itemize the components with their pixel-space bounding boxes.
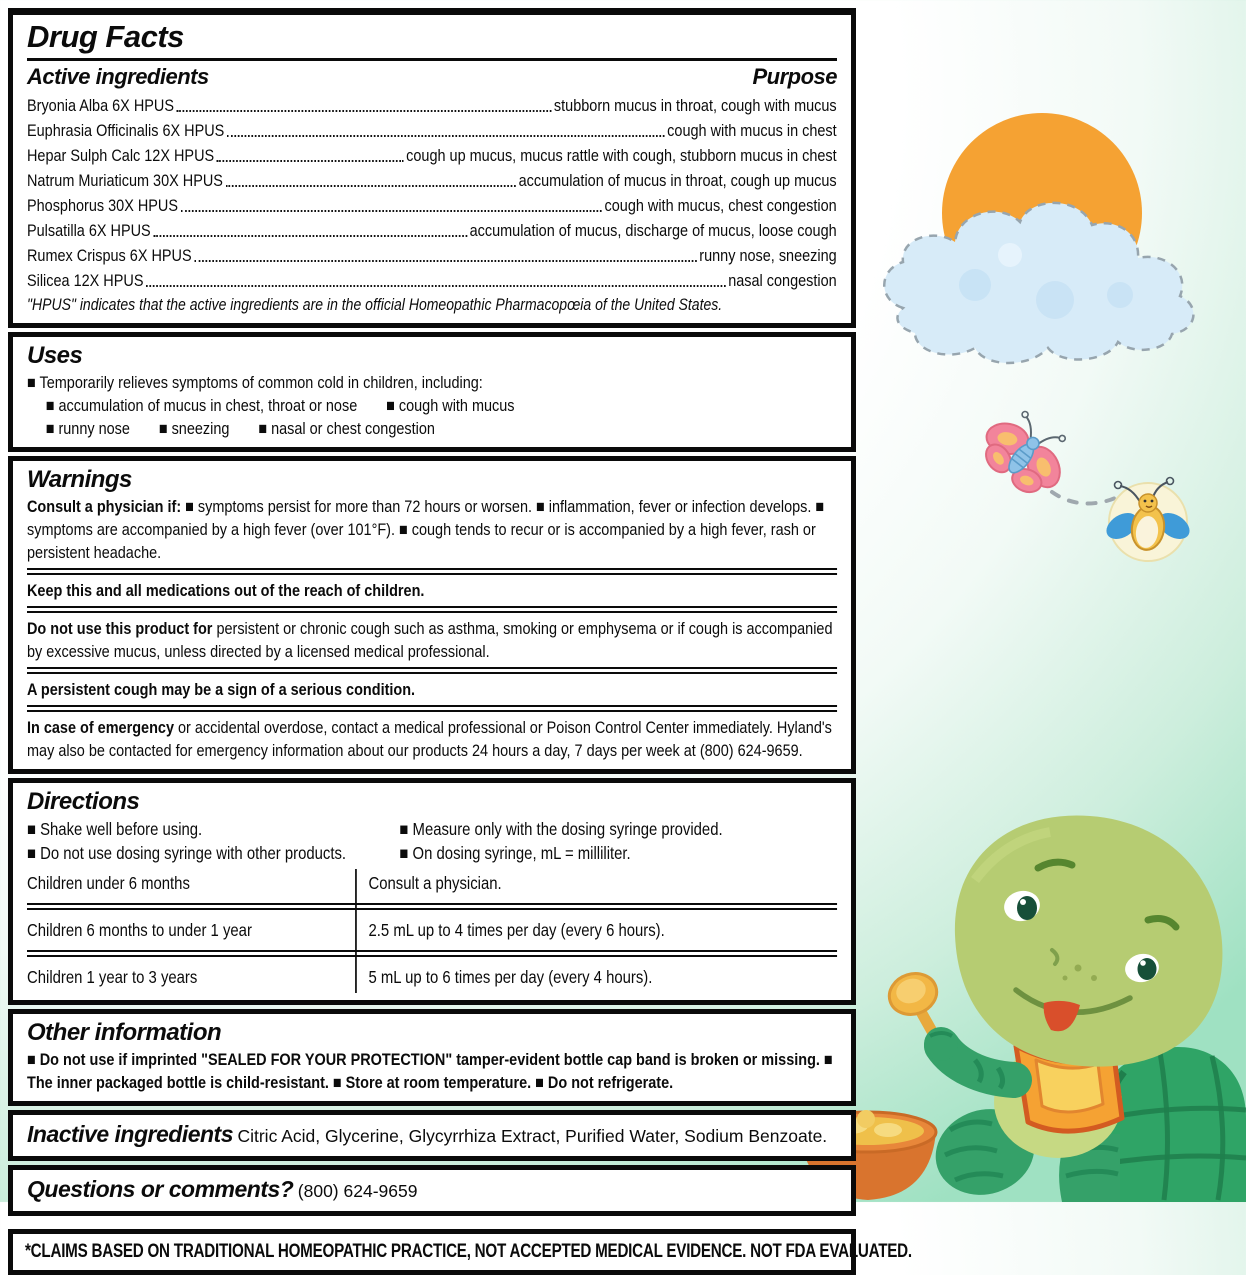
- ingredient-row: [27, 266, 837, 291]
- title-divider: [27, 58, 837, 61]
- ingredient-row: [27, 216, 837, 241]
- do-not-use-label: Do not use this product for: [27, 619, 213, 638]
- hpus-note: "HPUS" indicates that the active ingredients are in the official Homeopathic Pharmacopœia of the United States.: [27, 296, 723, 314]
- dotted-leader: [217, 160, 404, 162]
- drug-facts-title: Drug Facts: [27, 19, 184, 54]
- emergency-warning: [27, 716, 837, 762]
- purpose-heading: Purpose: [752, 64, 837, 89]
- active-ingredients-heading: Active ingredients: [27, 64, 209, 89]
- other-information-box: [8, 1009, 856, 1106]
- uses-item: ■ nasal or chest congestion: [258, 419, 435, 438]
- ingredient-name: Hepar Sulph Calc 12X HPUS: [27, 146, 215, 165]
- warnings-consult: [27, 495, 837, 564]
- dose-instruction: 2.5 mL up to 4 times per day (every 6 hours).: [368, 920, 665, 940]
- other-information-heading: Other information: [27, 1019, 222, 1046]
- dose-instruction: 5 mL up to 6 times per day (every 4 hours).: [368, 967, 653, 987]
- dosing-row: [27, 914, 837, 946]
- dosing-table: [27, 867, 837, 993]
- active-ingredients-box: [8, 8, 856, 328]
- ingredient-name: Phosphorus 30X HPUS: [27, 196, 179, 215]
- questions-heading: Questions or comments?: [27, 1176, 294, 1202]
- directions-bullet: ■ Shake well before using.: [27, 819, 203, 839]
- ingredient-purpose: accumulation of mucus in throat, cough up mucus: [518, 171, 837, 190]
- dotted-leader: [153, 235, 467, 237]
- ingredient-purpose: nasal congestion: [728, 271, 837, 290]
- section-divider: [27, 667, 837, 674]
- table-row-divider: [27, 950, 837, 957]
- dotted-leader: [146, 285, 726, 287]
- drug-facts-panel: [8, 8, 912, 1275]
- dose-instruction: Consult a physician.: [368, 873, 502, 893]
- consult-label: Consult a physician if:: [27, 497, 182, 516]
- inactive-ingredients-heading: Inactive ingredients: [27, 1121, 234, 1147]
- ingredient-purpose: cough with mucus in chest: [667, 121, 837, 140]
- directions-bullet: ■ Do not use dosing syringe with other products.: [27, 843, 347, 863]
- ingredient-purpose: cough with mucus, chest congestion: [604, 196, 837, 215]
- section-divider: [27, 705, 837, 712]
- ingredient-name: Pulsatilla 6X HPUS: [27, 221, 151, 240]
- claims-box: [8, 1229, 912, 1275]
- ingredient-row: [27, 141, 837, 166]
- uses-box: [8, 332, 856, 452]
- uses-heading: Uses: [27, 342, 83, 369]
- questions-box: [8, 1165, 856, 1216]
- dosing-row: [27, 867, 837, 899]
- do-not-use-warning: [27, 617, 837, 663]
- table-column-divider: [355, 869, 357, 993]
- warnings-box: [8, 456, 856, 774]
- butterfly-trail: [1052, 492, 1122, 504]
- section-divider: [27, 606, 837, 613]
- persistent-cough-warning: A persistent cough may be a sign of a serious condition.: [27, 680, 416, 699]
- dotted-leader: [225, 185, 516, 187]
- ingredient-name: Bryonia Alba 6X HPUS: [27, 96, 174, 115]
- turtle-illustration: [884, 815, 1246, 1202]
- ingredient-name: Natrum Muriaticum 30X HPUS: [27, 171, 223, 190]
- age-group: Children 6 months to under 1 year: [27, 920, 252, 940]
- dosing-row: [27, 961, 837, 993]
- ingredient-row: [27, 116, 837, 141]
- table-row-divider: [27, 903, 837, 910]
- ingredient-row: [27, 166, 837, 191]
- uses-intro: ■ Temporarily relieves symptoms of common cold in children, including:: [27, 373, 483, 392]
- claims-text: *CLAIMS BASED ON TRADITIONAL HOMEOPATHIC PRACTICE, NOT ACCEPTED MEDICAL EVIDENCE. NOT FDA EVALUATED.: [25, 1241, 912, 1262]
- dotted-leader: [181, 210, 602, 212]
- age-group: Children 1 year to 3 years: [27, 967, 198, 987]
- ingredient-name: Rumex Crispus 6X HPUS: [27, 246, 192, 265]
- directions-bullet: ■ On dosing syringe, mL = milliliter.: [399, 843, 631, 863]
- inactive-ingredients-box: [8, 1110, 856, 1161]
- ingredient-purpose: stubborn mucus in throat, cough with mucus: [553, 96, 837, 115]
- directions-heading: Directions: [27, 788, 140, 815]
- ingredient-purpose: cough up mucus, mucus rattle with cough, stubborn mucus in chest: [406, 146, 837, 165]
- uses-item: ■ cough with mucus: [386, 396, 515, 415]
- ingredient-purpose: accumulation of mucus, discharge of mucus, loose cough: [469, 221, 837, 240]
- ingredient-name: Euphrasia Officinalis 6X HPUS: [27, 121, 225, 140]
- warnings-heading: Warnings: [27, 466, 132, 493]
- uses-item: ■ runny nose: [45, 419, 130, 438]
- keep-out-warning: Keep this and all medications out of the reach of children.: [27, 581, 425, 600]
- inactive-ingredients-text: Citric Acid, Glycerine, Glycyrrhiza Extract, Purified Water, Sodium Benzoate.: [237, 1126, 828, 1146]
- questions-phone: (800) 624-9659: [297, 1181, 418, 1201]
- age-group: Children under 6 months: [27, 873, 190, 893]
- directions-box: [8, 778, 856, 1005]
- section-divider: [27, 568, 837, 575]
- dotted-leader: [227, 135, 665, 137]
- emergency-label: In case of emergency: [27, 718, 174, 737]
- do-not-use-text: persistent or chronic cough such as asthma, smoking or emphysema or if cough is accompanied by excessive mucus, unless directed by a licensed medical professional.: [27, 619, 833, 661]
- dotted-leader: [194, 260, 697, 262]
- ingredient-row: [27, 191, 837, 216]
- ingredient-row: [27, 241, 837, 266]
- uses-item: ■ accumulation of mucus in chest, throat or nose: [45, 396, 358, 415]
- butterfly-illustration: [965, 394, 1122, 511]
- ingredient-name: Silicea 12X HPUS: [27, 271, 144, 290]
- emergency-text: or accidental overdose, contact a medical professional or Poison Control Center immediately. Hyland's may also be contacted for emergency information about our products 24 hours a day, 7 days per week at (800) 624-9659.: [27, 718, 832, 760]
- ingredient-row: [27, 91, 837, 116]
- uses-item: ■ sneezing: [158, 419, 230, 438]
- consult-text: ■ symptoms persist for more than 72 hours or worsen. ■ inflammation, fever or infection develops. ■ symptoms are accompanied by a high fever (over 101°F). ■ cough tends to recur or is accompanied by a high fever, rash or persistent headache.: [27, 497, 825, 562]
- ingredient-purpose: runny nose, sneezing: [699, 246, 837, 265]
- cloud-illustration: [884, 203, 1193, 363]
- other-information-text: ■ Do not use if imprinted "SEALED FOR YOUR PROTECTION" tamper-evident bottle cap band is broken or missing. ■ The inner packaged bottle is child-resistant. ■ Store at room temperature. ■ Do not refrigerate.: [27, 1050, 833, 1092]
- dotted-leader: [177, 110, 552, 112]
- firefly-illustration: [1102, 478, 1194, 562]
- directions-bullet: ■ Measure only with the dosing syringe provided.: [399, 819, 723, 839]
